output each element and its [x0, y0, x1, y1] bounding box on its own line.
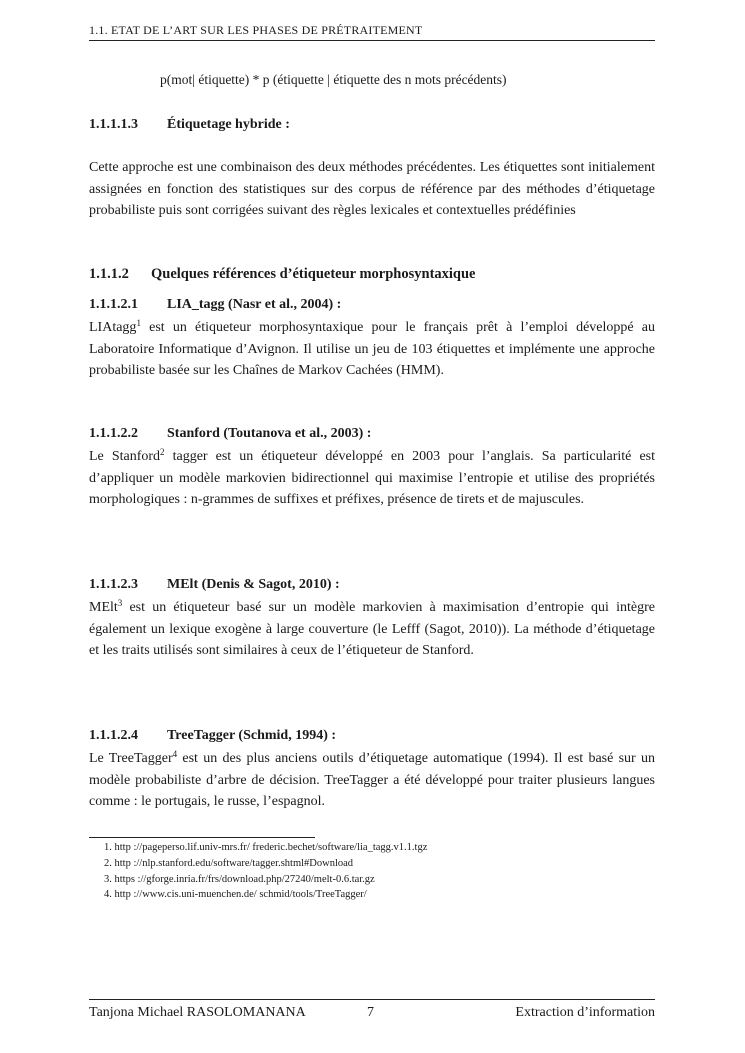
heading-number: 1.1.1.2.3: [89, 577, 138, 592]
paragraph-stanford: [89, 446, 655, 511]
heading-melt: [89, 577, 340, 593]
footnote-4: 4. http ://www.cis.uni-muenchen.de/ schmid/tools/TreeTagger/: [104, 889, 367, 901]
footer-chapter: Extraction d’information: [515, 1005, 655, 1020]
paragraph-melt: [89, 597, 655, 662]
body-text: est un étiqueteur morphosyntaxique pour le français prêt à l’emploi développé au Laboratoire Informatique d’Avignon. Il utilise un jeu de 103 étiquettes et implémente une approche probabiliste basée sur les Chaînes de Markov Cachées (HMM).: [89, 320, 655, 379]
heading-number: 1.1.1.2: [89, 266, 129, 282]
footnote-2: 2. http ://nlp.stanford.edu/software/tagger.shtml#Download: [104, 857, 354, 869]
heading-number: 1.1.1.1.3: [89, 117, 138, 132]
heading-number: 1.1.1.2.4: [89, 728, 138, 743]
footnote-ref-3: 3: [117, 598, 123, 608]
footnote-3: 3. https ://gforge.inria.fr/frs/download.php/27240/melt-0.6.tar.gz: [104, 873, 375, 885]
heading-lia-tagg: [89, 297, 341, 313]
footnote-rule: [89, 837, 315, 838]
heading-references: [89, 266, 476, 283]
heading-number: 1.1.1.2.2: [89, 426, 138, 441]
paragraph-hybrid: Cette approche est une combinaison des deux méthodes précédentes. Les étiquettes sont initialement assignées en fonction des statistiques sur des corpus de référence par des méthodes d’étiquetage probabiliste puis sont corrigées suivant des règles lexicales et contextuelles prédéfinies: [89, 160, 655, 219]
body-text: est un étiqueteur basé sur un modèle markovien à maximisation d’entropie qui intègre également un lexique exogène à large couverture (le Lefff (Sagot, 2010)). La méthode d’étiquetage et les traits utilisés sont similaires à ceux de l’étiqueteur de Stanford.: [89, 600, 655, 659]
heading-title: TreeTagger (Schmid, 1994) :: [167, 728, 337, 743]
lead-text: LIAtagg: [89, 320, 137, 335]
running-header: 1.1. ETAT DE L’ART SUR LES PHASES DE PRÉTRAITEMENT: [89, 23, 423, 37]
footnotes: [104, 840, 427, 903]
heading-treetagger: [89, 728, 336, 744]
lead-text: Le TreeTagger: [89, 751, 173, 766]
heading-etiquetage-hybride: [89, 117, 290, 133]
footnote-ref-2: 2: [160, 447, 165, 457]
probability-formula: p(mot| étiquette) * p (étiquette | étiquette des n mots précédents): [160, 72, 507, 87]
paragraph-treetagger: [89, 748, 655, 813]
page-number: 7: [367, 1005, 374, 1020]
footnote-ref-1: 1: [136, 318, 141, 328]
body-text: est un des plus anciens outils d’étiquetage automatique (1994). Il est basé sur un modèle probabiliste d’arbre de décision. TreeTagger a été développé pour traiter plusieurs langues comme : le portugais, le russe, l’espagnol.: [89, 751, 655, 810]
footer-rule: [89, 999, 655, 1000]
header-rule: [89, 40, 655, 41]
lead-text: MElt: [89, 600, 118, 615]
paragraph-lia-tagg: [89, 317, 655, 382]
footnote-1: 1. http ://pageperso.lif.univ-mrs.fr/ frederic.bechet/software/lia_tagg.v1.1.tgz: [104, 842, 428, 853]
heading-title: Quelques références d’étiqueteur morphosyntaxique: [151, 266, 476, 282]
heading-number: 1.1.1.2.1: [89, 297, 138, 312]
footer-author: Tanjona Michael RASOLOMANANA: [89, 1005, 306, 1020]
heading-title: Étiquetage hybride :: [167, 117, 290, 132]
heading-title: Stanford (Toutanova et al., 2003) :: [167, 426, 372, 441]
heading-stanford: [89, 426, 371, 442]
body-text: tagger est un étiqueteur développé en 2003 pour l’anglais. Sa particularité est d’appliquer un modèle markovien bidirectionnel qui maximise l’entropie et utilise des propriétés morphologiques : n-grammes de suffixes et préfixes, présence de tirets et de majuscules.: [89, 449, 655, 508]
lead-text: Le Stanford: [89, 449, 161, 464]
footnote-ref-4: 4: [172, 749, 178, 759]
heading-title: LIA_tagg (Nasr et al., 2004) :: [167, 297, 342, 312]
heading-title: MElt (Denis & Sagot, 2010) :: [167, 577, 340, 592]
